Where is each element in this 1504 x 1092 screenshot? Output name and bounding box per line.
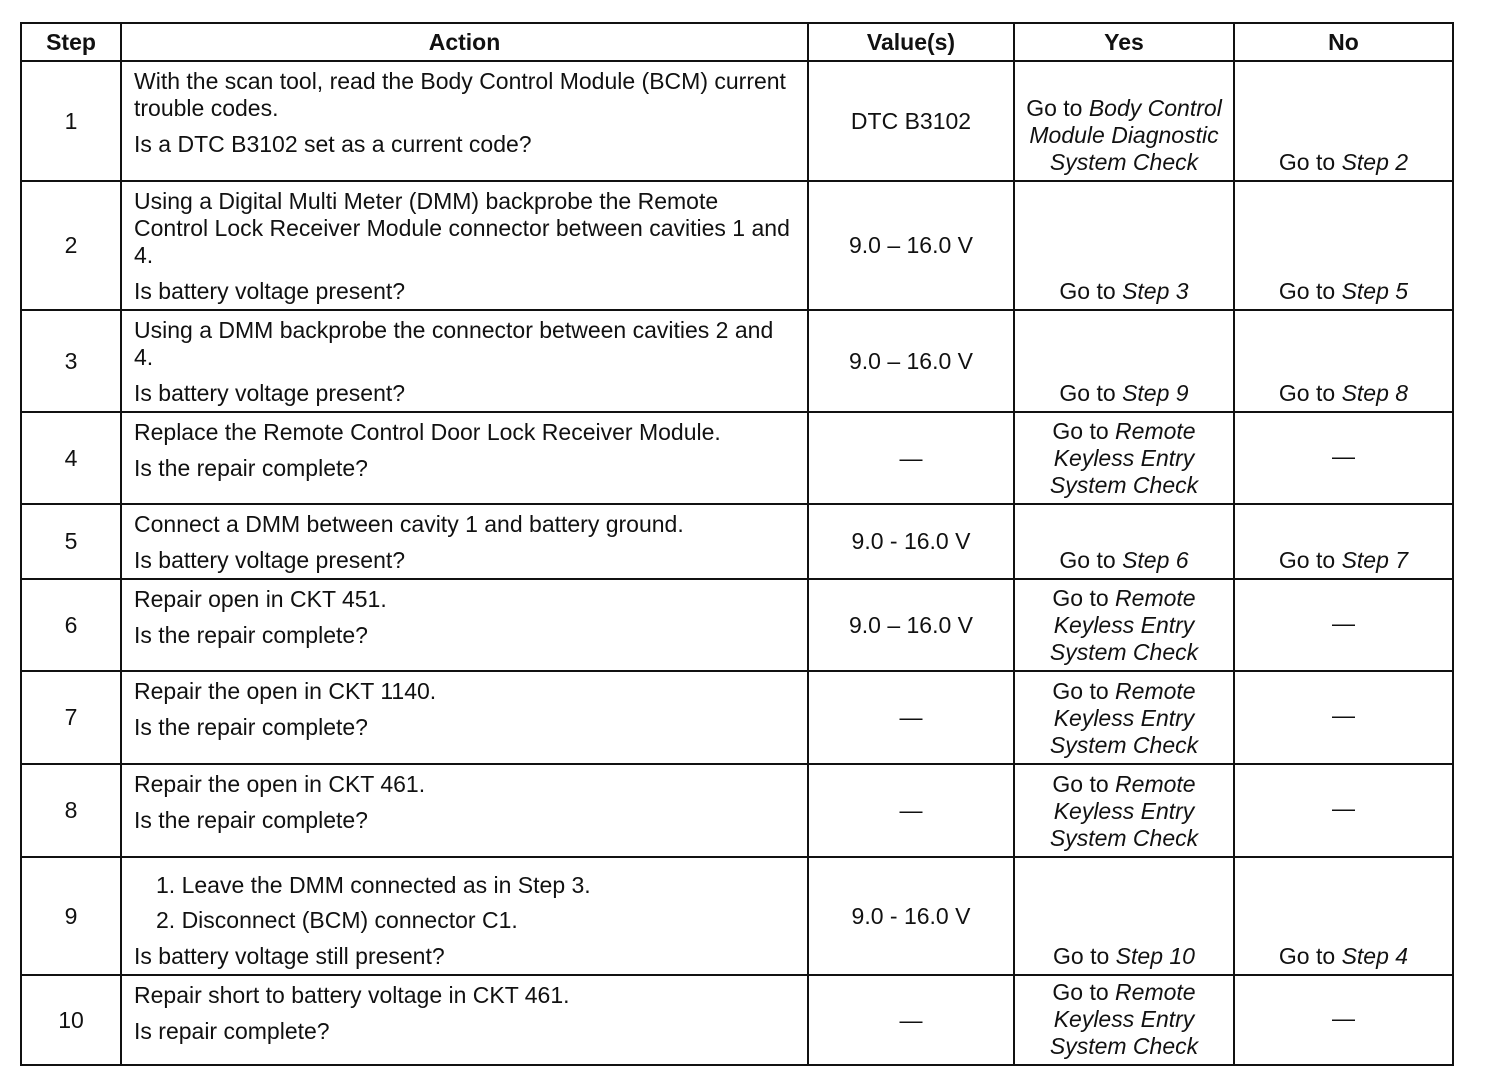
table-row — [21, 857, 1453, 975]
action-text: Connect a DMM between cavity 1 and battery ground. — [134, 511, 684, 537]
action-text: 2. Disconnect (BCM) connector C1. — [156, 907, 518, 933]
yes-prefix: Go to — [1052, 585, 1116, 611]
yes-cell — [1014, 975, 1234, 1065]
action-cell — [121, 181, 808, 310]
action-question: Is the repair complete? — [134, 714, 368, 740]
header-row — [21, 23, 1453, 61]
yes-prefix: Go to — [1026, 95, 1089, 121]
yes-prefix: Go to — [1052, 678, 1116, 704]
value-cell: 9.0 – 16.0 V — [808, 579, 1014, 671]
yes-prefix: Go to — [1059, 278, 1123, 304]
no-cell — [1234, 857, 1453, 975]
yes-cell — [1014, 61, 1234, 181]
no-cell — [1234, 181, 1453, 310]
action-text: 1. Leave the DMM connected as in Step 3. — [156, 872, 591, 898]
yes-cell — [1014, 310, 1234, 412]
table-row — [21, 412, 1453, 504]
step-cell: 6 — [21, 579, 121, 671]
action-cell — [121, 61, 808, 181]
action-question: Is battery voltage present? — [134, 547, 406, 573]
no-prefix: Go to — [1278, 547, 1342, 573]
no-dash: — — [1332, 702, 1355, 728]
header-no: No — [1234, 23, 1453, 61]
action-text: Replace the Remote Control Door Lock Receiver Module. — [134, 419, 721, 445]
action-cell — [121, 504, 808, 579]
no-dash: — — [1332, 1004, 1355, 1031]
yes-link[interactable]: Remote Keyless Entry System Check — [1049, 771, 1199, 851]
header-values: Value(s) — [808, 23, 1014, 61]
no-link[interactable]: Step 2 — [1341, 149, 1409, 175]
table-row — [21, 975, 1453, 1065]
yes-link[interactable]: Body Control Module Diagnostic System Check — [1029, 95, 1222, 175]
table-row — [21, 61, 1453, 181]
step-cell: 10 — [21, 975, 121, 1065]
no-cell — [1234, 671, 1453, 764]
no-cell — [1234, 310, 1453, 412]
yes-link[interactable]: Remote Keyless Entry System Check — [1049, 418, 1199, 498]
action-text: Using a Digital Multi Meter (DMM) backprobe the Remote Control Lock Receiver Module connector between cavities 1 and 4. — [134, 188, 790, 268]
no-dash: — — [1332, 609, 1355, 636]
value-cell: DTC B3102 — [808, 61, 1014, 181]
yes-cell — [1014, 764, 1234, 857]
yes-link[interactable]: Step 10 — [1115, 943, 1195, 969]
table-row — [21, 764, 1453, 857]
yes-prefix: Go to — [1052, 418, 1116, 444]
yes-link[interactable]: Step 3 — [1122, 278, 1189, 304]
action-question: Is repair complete? — [134, 1018, 330, 1044]
action-cell — [121, 671, 808, 764]
yes-cell — [1014, 504, 1234, 579]
table-row — [21, 579, 1453, 671]
action-cell — [121, 764, 808, 857]
no-dash: — — [1332, 442, 1355, 469]
header-yes: Yes — [1014, 23, 1234, 61]
yes-link[interactable]: Remote Keyless Entry System Check — [1049, 979, 1199, 1059]
no-link[interactable]: Step 7 — [1341, 547, 1409, 573]
value-cell: 9.0 – 16.0 V — [808, 310, 1014, 412]
step-cell: 9 — [21, 857, 121, 975]
action-question: Is the repair complete? — [134, 455, 368, 481]
yes-link[interactable]: Remote Keyless Entry System Check — [1049, 585, 1199, 665]
step-cell: 1 — [21, 61, 121, 181]
yes-cell — [1014, 671, 1234, 764]
yes-link[interactable]: Remote Keyless Entry System Check — [1049, 678, 1199, 758]
action-cell — [121, 579, 808, 671]
yes-prefix: Go to — [1053, 943, 1116, 969]
action-cell — [121, 310, 808, 412]
table-row — [21, 671, 1453, 764]
yes-link[interactable]: Step 9 — [1122, 380, 1189, 406]
yes-cell — [1014, 857, 1234, 975]
yes-prefix: Go to — [1059, 547, 1123, 573]
table-row — [21, 181, 1453, 310]
no-cell — [1234, 504, 1453, 579]
yes-prefix: Go to — [1052, 771, 1116, 797]
no-prefix: Go to — [1278, 278, 1342, 304]
no-link[interactable]: Step 5 — [1341, 278, 1409, 304]
action-cell — [121, 412, 808, 504]
yes-prefix: Go to — [1059, 380, 1123, 406]
no-prefix: Go to — [1278, 943, 1342, 969]
no-link[interactable]: Step 4 — [1341, 943, 1409, 969]
no-prefix: Go to — [1278, 380, 1342, 406]
action-question: Is battery voltage present? — [134, 380, 406, 406]
value-cell: — — [808, 975, 1014, 1065]
value-cell: 9.0 - 16.0 V — [808, 504, 1014, 579]
action-text: Repair the open in CKT 461. — [134, 771, 426, 797]
step-cell: 2 — [21, 181, 121, 310]
table-row — [21, 504, 1453, 579]
yes-link[interactable]: Step 6 — [1122, 547, 1189, 573]
step-cell: 5 — [21, 504, 121, 579]
action-question: Is battery voltage still present? — [134, 943, 445, 969]
step-cell: 7 — [21, 671, 121, 764]
header-step: Step — [21, 23, 121, 61]
action-text: Repair short to battery voltage in CKT 461. — [134, 982, 570, 1008]
no-cell — [1234, 764, 1453, 857]
action-text: Using a DMM backprobe the connector between cavities 2 and 4. — [134, 317, 774, 370]
value-cell: — — [808, 671, 1014, 764]
value-cell: — — [808, 764, 1014, 857]
action-text: Repair the open in CKT 1140. — [134, 678, 437, 704]
no-cell — [1234, 579, 1453, 671]
action-question: Is a DTC B3102 set as a current code? — [134, 131, 532, 157]
action-text: Repair open in CKT 451. — [134, 586, 387, 612]
yes-cell — [1014, 579, 1234, 671]
value-cell: 9.0 – 16.0 V — [808, 181, 1014, 310]
action-cell — [121, 975, 808, 1065]
value-cell: 9.0 - 16.0 V — [808, 857, 1014, 975]
no-link[interactable]: Step 8 — [1341, 380, 1409, 406]
diagnostic-table — [20, 22, 1454, 1066]
yes-prefix: Go to — [1052, 979, 1116, 1005]
yes-cell — [1014, 181, 1234, 310]
action-question: Is the repair complete? — [134, 622, 368, 648]
action-question: Is battery voltage present? — [134, 278, 406, 304]
header-action: Action — [121, 23, 808, 61]
table-row — [21, 310, 1453, 412]
no-prefix: Go to — [1278, 149, 1342, 175]
step-cell: 8 — [21, 764, 121, 857]
value-cell: — — [808, 412, 1014, 504]
step-cell: 4 — [21, 412, 121, 504]
step-cell: 3 — [21, 310, 121, 412]
no-cell — [1234, 412, 1453, 504]
no-dash: — — [1332, 795, 1355, 821]
no-cell — [1234, 975, 1453, 1065]
action-cell — [121, 857, 808, 975]
action-text: With the scan tool, read the Body Control Module (BCM) current trouble codes. — [134, 68, 786, 121]
yes-cell — [1014, 412, 1234, 504]
action-question: Is the repair complete? — [134, 807, 368, 833]
no-cell — [1234, 61, 1453, 181]
